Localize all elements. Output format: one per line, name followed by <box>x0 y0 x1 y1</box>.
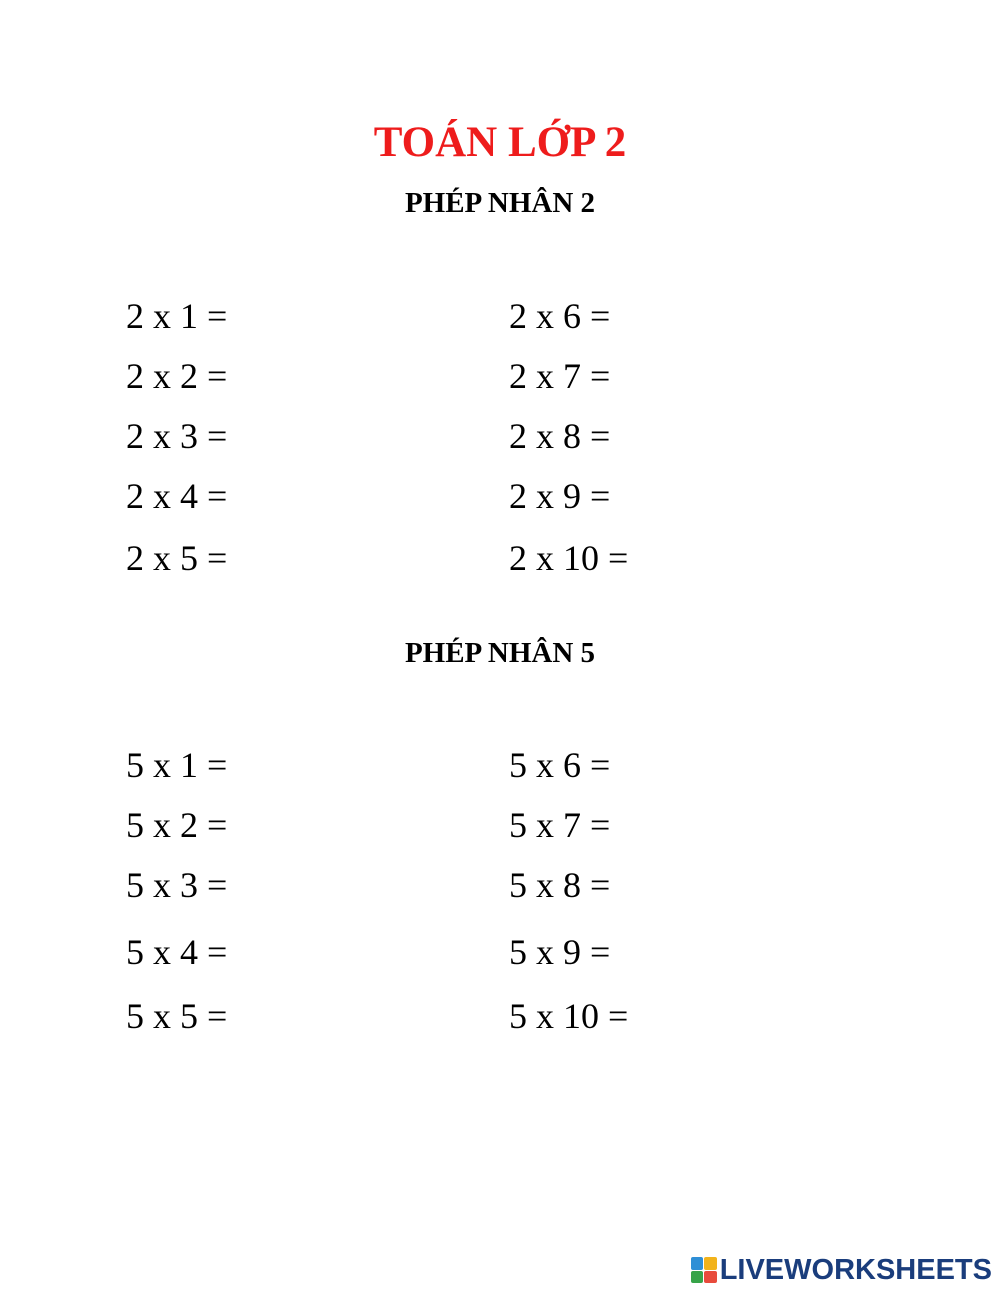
problem-5x5: 5 x 5 = <box>126 996 228 1036</box>
problem-2x1: 2 x 1 = <box>126 296 228 336</box>
page-title: TOÁN LỚP 2 <box>373 119 627 166</box>
problem-5x6: 5 x 6 = <box>509 745 611 785</box>
problem-2x2: 2 x 2 = <box>126 356 228 396</box>
problem-5x8: 5 x 8 = <box>509 865 611 905</box>
problem-2x5: 2 x 5 = <box>126 538 228 578</box>
problem-5x3: 5 x 3 = <box>126 865 228 905</box>
problem-2x4: 2 x 4 = <box>126 476 228 516</box>
section-heading-multiply-5: PHÉP NHÂN 5 <box>404 637 596 669</box>
problem-5x2: 5 x 2 = <box>126 805 228 845</box>
problem-2x6: 2 x 6 = <box>509 296 611 336</box>
problem-2x7: 2 x 7 = <box>509 356 611 396</box>
problem-5x9: 5 x 9 = <box>509 932 611 972</box>
problem-2x10: 2 x 10 = <box>509 538 629 578</box>
problem-2x8: 2 x 8 = <box>509 416 611 456</box>
problem-5x1: 5 x 1 = <box>126 745 228 785</box>
section-heading-multiply-2: PHÉP NHÂN 2 <box>404 187 596 219</box>
problem-2x3: 2 x 3 = <box>126 416 228 456</box>
liveworksheets-watermark <box>691 1254 992 1286</box>
liveworksheets-logo-icon <box>691 1257 717 1283</box>
problem-2x9: 2 x 9 = <box>509 476 611 516</box>
problem-5x10: 5 x 10 = <box>509 996 629 1036</box>
problem-5x7: 5 x 7 = <box>509 805 611 845</box>
watermark-text: LIVEWORKSHEETS <box>719 1254 992 1286</box>
problem-5x4: 5 x 4 = <box>126 932 228 972</box>
